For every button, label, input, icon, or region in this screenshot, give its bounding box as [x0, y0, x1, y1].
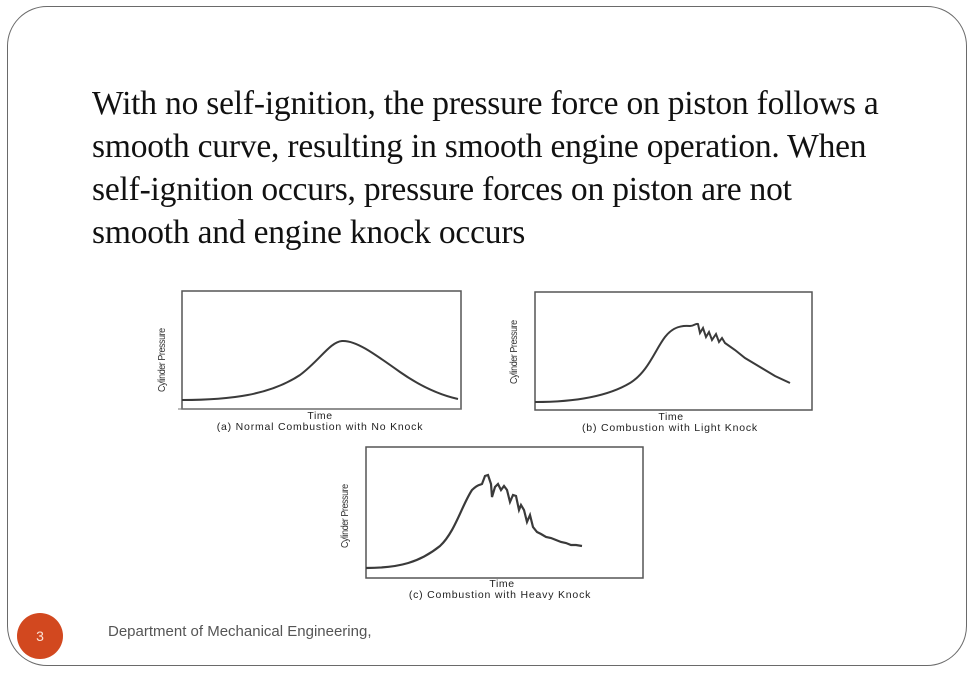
body-line: smooth and engine knock occurs	[92, 214, 526, 251]
figure-caption: (b) Combustion with Light Knock	[582, 422, 758, 434]
y-axis-label: Cylinder Pressure	[508, 320, 520, 384]
slide-number-badge: 3	[17, 613, 63, 659]
x-axis-label: Time	[307, 410, 333, 422]
body-line: self-ignition occurs, pressure forces on piston are not	[92, 171, 792, 208]
figure-caption: (a) Normal Combustion with No Knock	[216, 421, 424, 433]
slide-body-text	[92, 82, 952, 254]
body-line: With no self-ignition, the pressure force on piston follows a	[92, 85, 879, 122]
x-axis-label: Time	[658, 411, 684, 423]
y-axis-label: Cylinder Pressure	[156, 328, 168, 392]
y-axis-label: Cylinder Pressure	[339, 484, 351, 548]
footer-text: Department of Mechanical Engineering,	[108, 623, 372, 640]
figure-caption: (c) Combustion with Heavy Knock	[408, 589, 592, 601]
x-axis-label: Time	[489, 578, 515, 590]
body-line: smooth curve, resulting in smooth engine operation. When	[92, 128, 867, 165]
